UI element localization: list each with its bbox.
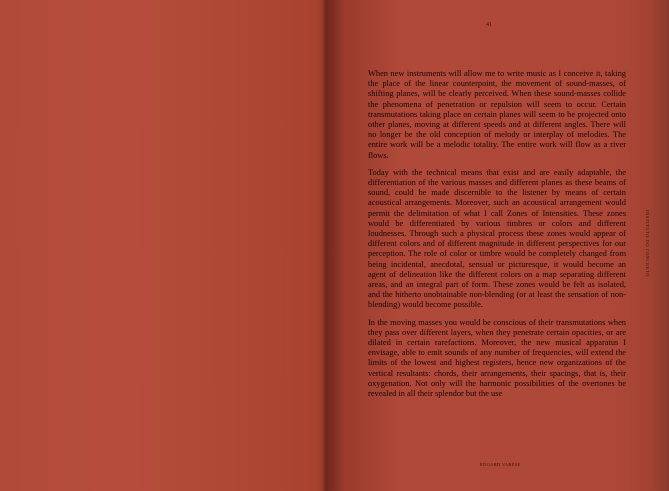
paragraph-1: When new instruments will allow me to write music as I conceive it, taking the place of the linear counterpoint, the movement of sound-masses, of shifting planes, will be clearly perceived. When these sound-masses collide the phenomena of penetration or repulsion will seem to occur. Certain transmutations taking place on certain planes will seem to be projected onto other planes, moving at different speeds and at different angles. There will no longer be the old conception of melody or interplay of melodies. The entire work will be a melodic totality. The entire work will flow as a river flows. bbox=[368, 69, 626, 160]
body-text bbox=[368, 69, 626, 406]
left-page bbox=[0, 0, 326, 491]
paragraph-3: In the moving masses you would be conscious of their transmutations when they pass over different layers, when they penetrate certain opacities, or are dilated in certain rarefactions. Moreover, the new musical apparatus I envisage, able to emit sounds of any number of frequencies, will extend the limits of the lowest and highest registers, hence new organizations of the vertical resultants: chords, their arrangements, their spacings, that is, their oxygenation. Not only will the harmonic possibilities of the overtones be revealed in all their splendor but the use bbox=[368, 317, 626, 399]
paragraph-2: Today with the technical means that exist and are easily adaptable, the differentiation of the various masses and different planes as these beams of sound, could be made discernible to the listener by means of certain acoustical arrangements. Moreover, such an acoustical arrangement would permit the delimitation of what I call Zones of Intensities. These zones would be differentiated by various timbres or colors and different loudnesses. Through such a physical process these zones would appear of different colors and of different magnitude in different perspectives for our perception. The role of color or timbre would be completely changed from being incidental, anecdotal, sensual or picturesque, it would become an agent of delineation like the different colors on a map separating different areas, and an integral part of form. These zones would be felt as isolated, and the hitherto unobtainable non-blending (or at least the sensation of non-blending) would become possible. bbox=[368, 167, 626, 310]
page-number: 41 bbox=[486, 22, 492, 28]
edge-stamp-text: INSTITUTO DO CONCRETO bbox=[645, 210, 650, 277]
page-footer: EDGARD VARÈSE bbox=[480, 462, 521, 467]
